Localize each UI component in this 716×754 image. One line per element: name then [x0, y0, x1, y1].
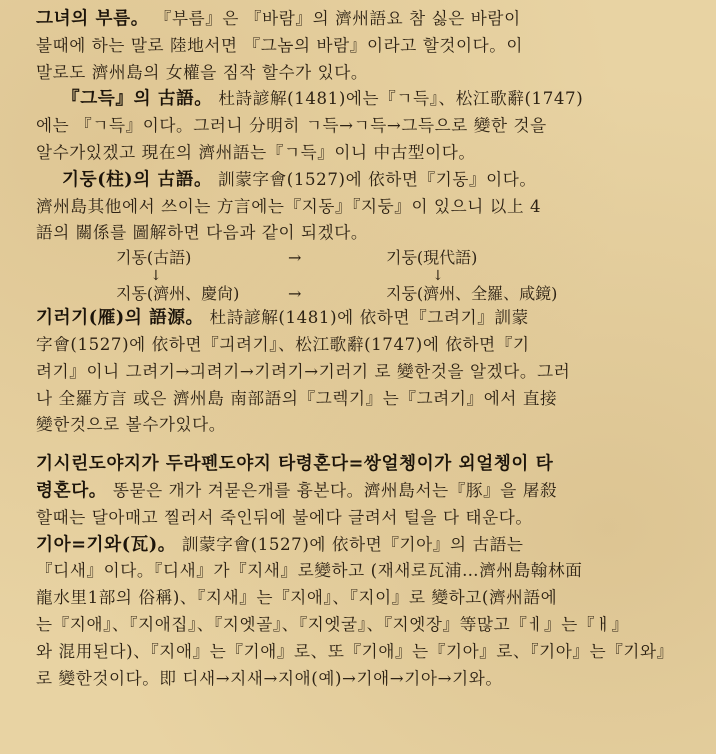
derivation-diagram — [36, 247, 688, 305]
text-line: 기둥(柱)의 古語。 訓蒙字會(1527)에 依하면『기동』이다。 — [62, 168, 537, 190]
text-line: 字會(1527)에 依하면『긔려기』、松江歌辭(1747)에 依하면『기 — [36, 334, 530, 354]
section-gidung — [36, 167, 688, 305]
arrow-down-icon: ↓ — [150, 268, 162, 285]
section-giwa — [36, 532, 688, 693]
text-line: 濟州島其他에서 쓰이는 方言에는『지동』『지둥』이 있으니 以上 4 — [36, 196, 542, 216]
arrow-right-icon: → — [288, 284, 302, 304]
entry-heading: 령혼다。 — [36, 479, 107, 501]
text-line: 語의 關係를 圖解하면 다음과 같이 되겠다。 — [36, 223, 369, 243]
text-line: 는『지애』、『지애집』、『지엣골』、『지엣굴』、『지엣장』等많고『ㅔ』는『ㅐ』 — [36, 614, 629, 634]
section-proverb — [36, 451, 688, 531]
text-line: 알수가있겠고 現在의 濟州語는『ㄱ득』이니 中古型이다。 — [36, 142, 476, 162]
arrow-right-icon: → — [288, 248, 302, 268]
text-line: 龍水里1部의 俗稱)、『지새』는『지애』、『지이』로 變하고(濟州語에 — [36, 588, 558, 608]
text-line: 기아=기와(瓦)。 訓蒙字會(1527)에 依하면『기아』의 古語는 — [36, 533, 524, 555]
diagram-cell: 기둥(現代語) — [386, 248, 478, 268]
section-geudeuk — [36, 86, 688, 166]
text-line: 『디새』이다。『디새』가『지새』로變하고 (재새로瓦浦…濟州島翰林面 — [36, 561, 583, 581]
text-line: 와 混用된다)、『지애』는『기애』로、또『기애』는『기아』로、『기아』는『기와』 — [36, 641, 674, 661]
arrow-down-icon: ↓ — [432, 268, 444, 285]
text-line: 『그득』의 古語。 杜詩諺解(1481)에는『ㄱ득』、松江歌辭(1747) — [62, 88, 584, 110]
entry-heading: 기아=기와(瓦)。 — [36, 533, 176, 555]
diagram-row — [36, 247, 688, 269]
text-line: 로 變한것이다。即 디새→지새→지애(예)→기애→기아→기와。 — [36, 668, 503, 688]
entry-heading: 기둥(柱)의 古語。 — [62, 168, 213, 190]
text-line: 變한것으로 볼수가있다。 — [36, 415, 226, 435]
entry-heading: 기러기(雁)의 語源。 — [36, 307, 204, 329]
text-line: 려기』이니 그려기→긔려기→기려기→기러기 로 變한것을 알겠다。그러 — [36, 361, 571, 381]
diagram-row — [36, 269, 688, 283]
section-bureum — [36, 6, 688, 86]
text-line: 기러기(雁)의 語源。 杜詩諺解(1481)에 依하면『그려기』訓蒙 — [36, 307, 529, 329]
section-gireogi — [36, 305, 688, 439]
text-line: 나 全羅方言 或은 濟州島 南部語의『그렉기』는『그려기』에서 直接 — [36, 388, 558, 408]
entry-heading: 기시린도야지가 두라펜도야지 타령혼다=쌍얼쳉이가 외얼쳉이 타 — [36, 453, 554, 475]
text-line: 할때는 달아매고 찔러서 죽인뒤에 불에다 글려서 털을 다 태운다。 — [36, 507, 533, 527]
text-line: 령혼다。 똥묻은 개가 겨묻은개를 흉본다。濟州島서는『豚』을 屠殺 — [36, 479, 558, 501]
diagram-cell: 지둥(濟州、全羅、咸鏡) — [386, 284, 558, 304]
diagram-cell: 지동(濟州、慶尙) — [116, 284, 240, 304]
text-line: 그녀의 부름。 『부름』은 『바람』의 濟州語요 참 싫은 바람이 — [36, 8, 521, 29]
section-gap — [36, 439, 688, 451]
text-line: 에는 『ㄱ득』이다。그러니 分明히 ㄱ득→ㄱ득→그득으로 變한 것을 — [36, 116, 547, 136]
text-line: 말로도 濟州島의 女權을 짐작 할수가 있다。 — [36, 62, 369, 82]
entry-heading: 『그득』의 古語。 — [62, 88, 213, 110]
entry-heading: 그녀의 부름。 — [36, 8, 149, 29]
text-line — [36, 451, 688, 478]
diagram-cell: 기동(古語) — [116, 248, 192, 268]
diagram-row — [36, 283, 688, 305]
text-line: 불때에 하는 말로 陸地서면 『그놈의 바람』이라고 할것이다。이 — [36, 35, 524, 55]
